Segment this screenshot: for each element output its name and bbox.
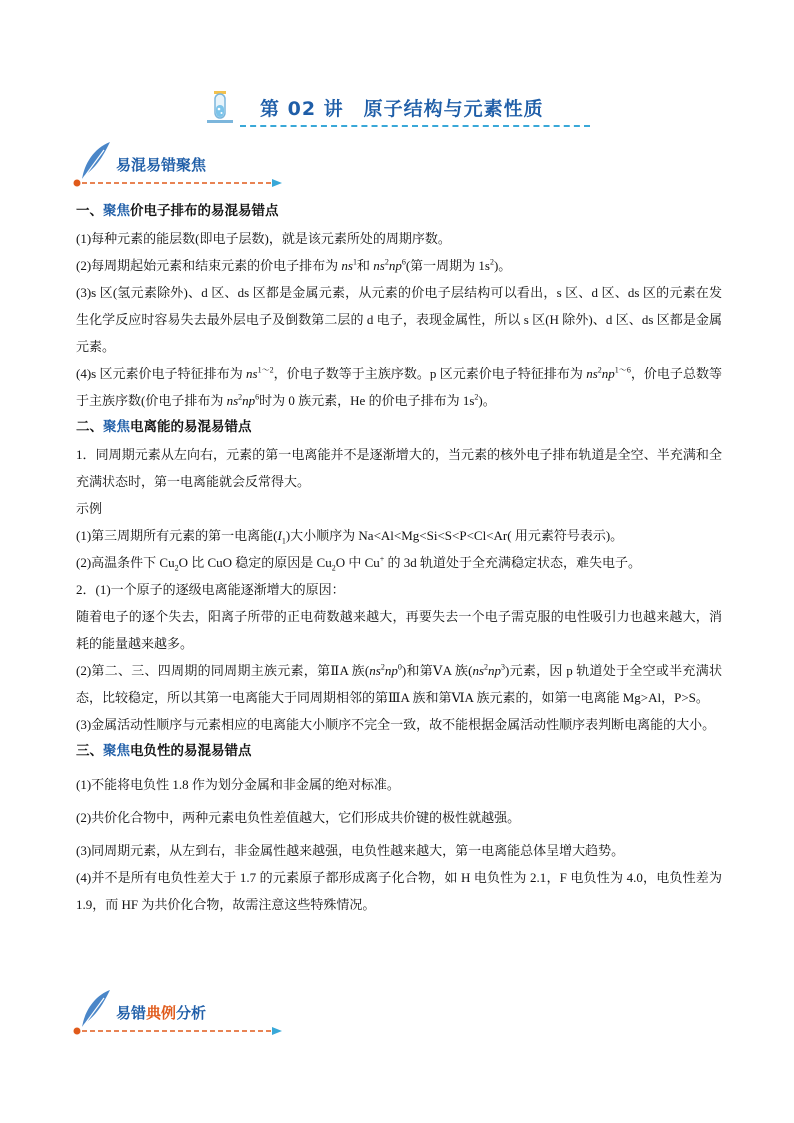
paragraph: (3)s 区(氢元素除外)、d 区、ds 区都是金属元素，从元素的价电子层结构可以看出，s 区、d 区、ds 区的元素在发生化学反应时容易失去最外层电子及倒数第二层的 d 电子，表现金属性，所以 s 区(H 除外)、d 区、ds 区都是金属元素。 [76,285,722,354]
paragraph: (3)同周期元素，从左到右，非金属性越来越强，电负性越来越大，第一电离能总体呈增大趋势。 [76,843,625,858]
paragraph: (1)每种元素的能层数(即电子层数)，就是该元素所处的周期序数。 [76,231,451,246]
paragraph: 2．(1)一个原子的逐级电离能逐渐增大的原因： [76,582,345,597]
paragraph: (1)不能将电负性 1.8 作为划分金属和非金属的绝对标准。 [76,777,400,792]
paragraph: (1)第三周期所有元素的第一电离能$(I_1)$大小顺序为 Na<Al<Mg<Si<S<P<Cl<Ar( 用元素符号表示)。 [76,528,624,546]
content [76,198,722,918]
paragraph: (4)并不是所有电负性差大于 1.7 的元素原子都形成离子化合物，如 H 电负性为 2.1，F 电负性为 4.0，电负性差为 1.9，而 HF 为共价化合物，故需注意这些特殊情况。 [76,870,722,912]
paragraph: (2)高温条件下 $Cu_2O$ 比 CuO 稳定的原因是 $Cu_2O$ 中 Cu+ 的 3d 轨道处于全充满稳定状态，难失电子。 [76,554,642,573]
section-heading: 三、聚焦电负性的易混易错点 [76,743,252,759]
paragraph: (3)金属活动性顺序与元素相应的电离能大小顺序不完全一致，故不能根据金属活动性顺序表判断电离能的大小。 [76,717,716,732]
paragraph: (2)共价化合物中，两种元素电负性差值越大，它们形成共价键的极性就越强。 [76,810,521,825]
paragraph: 示例 [76,501,103,516]
paragraph: (2)第二、三、四周期的同周期主族元素，第ⅡA 族$(ns^2np^0)$和第ⅤA 族$(ns^2np^3)$元素，因 p 轨道处于全空或半充满状态，比较稳定，所以其第一电离能大于同周期相邻的第ⅢA 族和第ⅥA 族元素的，如第一电离能 Mg>Al，P>S。 [76,662,722,705]
paragraph: (2)每周期起始元素和结束元素的价电子排布为 $ns^1$和 $ns^2np^6$(第一周期为 $1s^2$)。 [76,257,512,273]
header-dashed-line [240,125,590,127]
arrow-divider-icon [72,178,284,188]
paragraph: (4)s 区元素价电子特征排布为 $ns^{1\sim 2}$，价电子数等于主族序数。p 区元素价电子特征排布为 $ns^2np^{1\sim 6}$，价电子总数等于主族序数(价电子排布为 $ns^2np^6$时为 0 族元素，He 的价电子排布为 $1s^2$)。 [76,365,722,408]
page-title: 第 02 讲 原子结构与元素性质 [260,98,544,120]
section-heading: 一、聚焦价电子排布的易混易错点 [76,203,279,219]
page-header [200,90,592,132]
arrow-divider-icon [72,1026,284,1036]
banner-error-example-analysis [72,988,292,1038]
banner-title: 易混易错聚焦 [116,156,207,174]
banner-confusion-focus [72,140,292,190]
section-heading: 二、聚焦电离能的易混易错点 [76,419,252,435]
paragraph: 1．同周期元素从左向右，元素的第一电离能并不是逐渐增大的，当元素的核外电子排布轨道是全空、半充满和全充满状态时，第一电离能就会反常得大。 [76,447,722,489]
banner-title: 易错典例分析 [116,1004,207,1022]
test-tube-icon [205,90,235,126]
paragraph: 随着电子的逐个失去，阳离子所带的正电荷数越来越大，再要失去一个电子需克服的电性吸引力也越来越大，消耗的能量越来越多。 [76,609,722,651]
